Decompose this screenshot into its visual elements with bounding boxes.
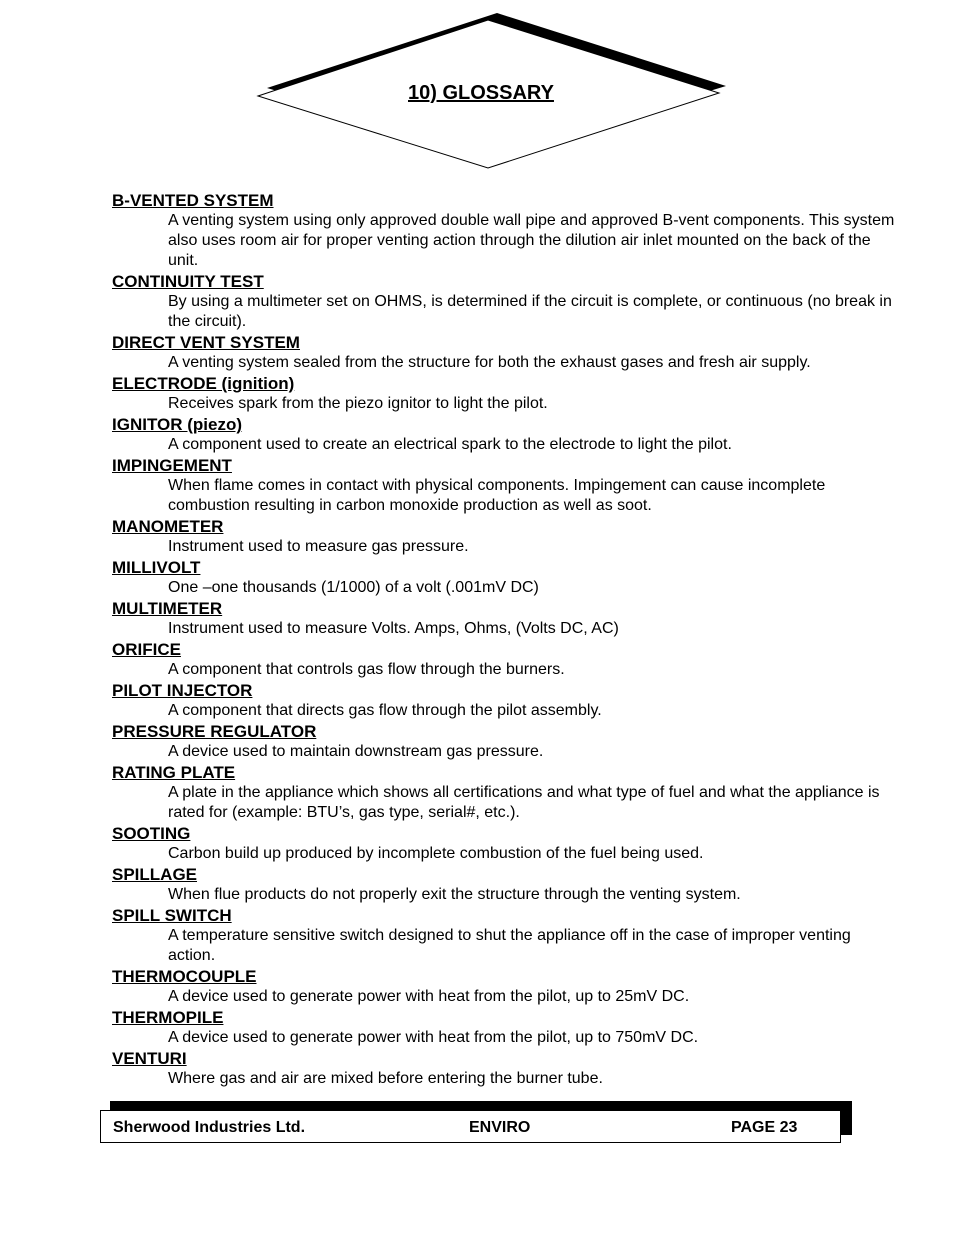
glossary-entry xyxy=(112,905,902,966)
glossary-definition: Carbon build up produced by incomplete combustion of the fuel being used. xyxy=(168,845,704,862)
glossary-entry xyxy=(112,639,902,680)
glossary-definition: A venting system sealed from the structure for both the exhaust gases and fresh air supply. xyxy=(168,354,811,371)
glossary-definition: When flame comes in contact with physical components. Impingement can cause incomplete combustion resulting in carbon monoxide production as well as soot. xyxy=(168,477,826,514)
glossary-entry xyxy=(112,598,902,639)
glossary-definition: A device used to generate power with heat from the pilot, up to 25mV DC. xyxy=(168,988,690,1005)
glossary-entry xyxy=(112,1007,902,1048)
glossary-entry xyxy=(112,1048,902,1089)
glossary-definition: A component used to create an electrical spark to the electrode to light the pilot. xyxy=(168,436,732,453)
glossary-entry xyxy=(112,190,902,271)
glossary-definition: A temperature sensitive switch designed to shut the appliance off in the case of improper venting action. xyxy=(168,927,851,964)
glossary-term: MANOMETER xyxy=(112,517,224,536)
glossary-term: PRESSURE REGULATOR xyxy=(112,722,317,741)
glossary-list xyxy=(112,190,902,1089)
glossary-term: SPILLAGE xyxy=(112,865,198,884)
glossary-term: SPILL SWITCH xyxy=(112,906,232,925)
glossary-definition: A component that controls gas flow through the burners. xyxy=(168,661,565,678)
glossary-term: RATING PLATE xyxy=(112,763,236,782)
glossary-term: IMPINGEMENT xyxy=(112,456,232,475)
glossary-entry xyxy=(112,414,902,455)
glossary-entry xyxy=(112,516,902,557)
glossary-term: MULTIMETER xyxy=(112,599,223,618)
glossary-definition: When flue products do not properly exit the structure through the venting system. xyxy=(168,886,741,903)
glossary-term: PILOT INJECTOR xyxy=(112,681,253,700)
glossary-entry xyxy=(112,721,902,762)
glossary-entry xyxy=(112,762,902,823)
glossary-definition: A device used to maintain downstream gas pressure. xyxy=(168,743,544,760)
glossary-term: THERMOPILE xyxy=(112,1008,224,1027)
glossary-definition: A device used to generate power with heat from the pilot, up to 750mV DC. xyxy=(168,1029,699,1046)
page-footer xyxy=(100,1110,841,1143)
glossary-entry xyxy=(112,557,902,598)
footer-company: Sherwood Industries Ltd. xyxy=(113,1119,306,1136)
glossary-definition: One –one thousands (1/1000) of a volt (.001mV DC) xyxy=(168,579,539,596)
footer-product: ENVIRO xyxy=(469,1119,531,1136)
glossary-definition: A plate in the appliance which shows all certifications and what type of fuel and what the appliance is rated for (example: BTU’s, gas type, serial#, etc.). xyxy=(168,784,880,821)
glossary-term: VENTURI xyxy=(112,1049,187,1068)
glossary-term: IGNITOR (piezo) xyxy=(112,415,243,434)
glossary-definition: Instrument used to measure Volts. Amps, Ohms, (Volts DC, AC) xyxy=(168,620,619,637)
glossary-term: THERMOCOUPLE xyxy=(112,967,257,986)
glossary-entry xyxy=(112,966,902,1007)
glossary-entry xyxy=(112,864,902,905)
glossary-definition: Instrument used to measure gas pressure. xyxy=(168,538,469,555)
footer-page-number: PAGE 23 xyxy=(731,1119,798,1136)
glossary-definition: By using a multimeter set on OHMS, is determined if the circuit is complete, or continuous (no break in the circuit). xyxy=(168,293,892,330)
glossary-entry xyxy=(112,271,902,332)
glossary-term: DIRECT VENT SYSTEM xyxy=(112,333,300,352)
glossary-entry xyxy=(112,455,902,516)
glossary-term: ELECTRODE (ignition) xyxy=(112,374,295,393)
glossary-entry xyxy=(112,823,902,864)
glossary-term: CONTINUITY TEST xyxy=(112,272,264,291)
glossary-entry xyxy=(112,680,902,721)
glossary-entry xyxy=(112,332,902,373)
glossary-term: B-VENTED SYSTEM xyxy=(112,191,274,210)
glossary-definition: Where gas and air are mixed before entering the burner tube. xyxy=(168,1070,603,1087)
glossary-entry xyxy=(112,373,902,414)
glossary-term: ORIFICE xyxy=(112,640,181,659)
glossary-definition: Receives spark from the piezo ignitor to light the pilot. xyxy=(168,395,548,412)
glossary-term: MILLIVOLT xyxy=(112,558,201,577)
glossary-definition: A venting system using only approved double wall pipe and approved B-vent components. This system also uses room air for proper venting action through the dilution air inlet mounted on the back of the unit. xyxy=(168,212,895,269)
page-title: 10) GLOSSARY xyxy=(408,82,554,104)
glossary-definition: A component that directs gas flow through the pilot assembly. xyxy=(168,702,602,719)
glossary-term: SOOTING xyxy=(112,824,191,843)
